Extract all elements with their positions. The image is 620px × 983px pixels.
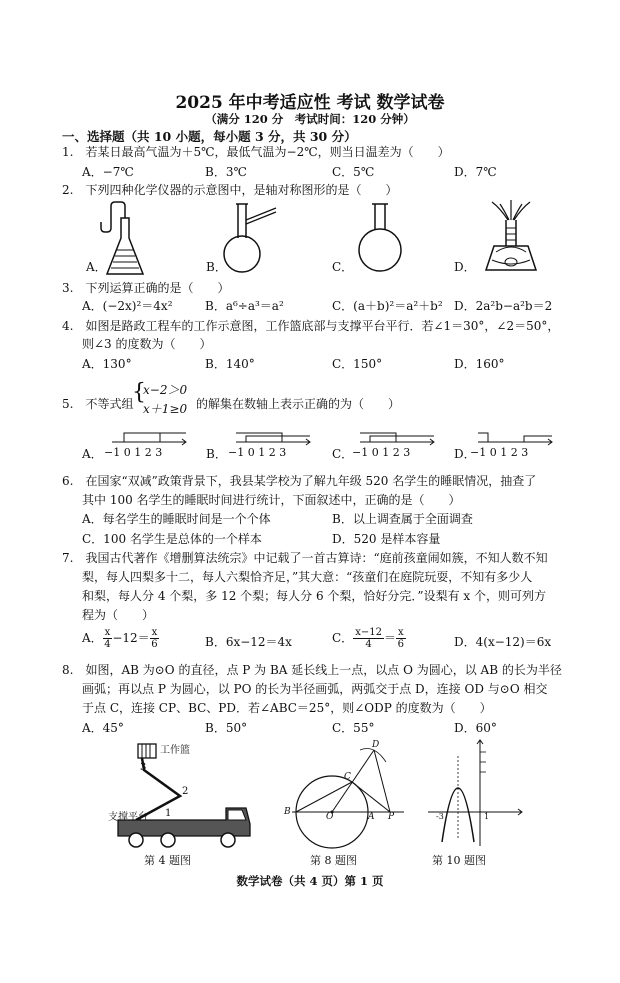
system-brace: { (132, 380, 146, 405)
graph-tick-1: 1 (484, 812, 490, 821)
q8-option-c: C．55° (332, 721, 375, 735)
graph-tick-neg3: -3 (436, 812, 444, 821)
question-2: 2. 下列四种化学仪器的示意图中，是轴对称图形的是（ ） (62, 183, 398, 197)
figure-8-caption: 第 8 题图 (310, 854, 357, 867)
figure-10-graph (428, 738, 524, 848)
flask-b-figure (222, 198, 282, 274)
question-8-line1: 8. 如图，AB 为⊙O 的直径，点 P 为 BA 延长线上一点，以点 O 为圆心，以 AB 的长为半径 (62, 663, 562, 677)
question-8-line2: 画弧；再以点 P 为圆心，以 PO 的长为半径画弧，两弧交于点 D，连接 OD 与⊙O 相交 (82, 682, 548, 696)
q8-option-b: B．50° (205, 721, 248, 735)
fraction-x-over-6: $\frac{x}{6}$ (151, 627, 158, 650)
section-heading: 一、选择题（共 10 小题，每小题 3 分，共 30 分） (62, 129, 357, 144)
point-a-label: A (368, 812, 375, 822)
figure-8-circle (290, 742, 408, 842)
q3-option-b: B．a⁶÷a³＝a² (205, 299, 284, 313)
q4-option-d: D．160° (454, 357, 505, 371)
q2-option-a: A． (86, 260, 107, 274)
question-6-line1: 6. 在国家“双减”政策背景下，我县某学校为了解九年级 520 名学生的睡眠情况，抽查了 (62, 474, 537, 488)
angle-2-label: 2 (182, 786, 189, 797)
q1-option-b: B．3℃ (205, 165, 247, 179)
question-5-number: 5. 不等式组 (62, 397, 134, 411)
q5-option-c: C． (332, 447, 354, 461)
flask-c-figure (350, 198, 410, 272)
q1-option-a: A．−7℃ (82, 165, 134, 179)
q2-option-c: C． (332, 260, 354, 274)
exam-subtitle: （满分 120 分 考试时间：120 分钟） (205, 112, 415, 126)
page-title: 2025 年中考适应性 考试 数学试卷 (175, 93, 445, 113)
question-7-line2: 梨，每人四梨多十二，每人六梨恰齐足，”其大意：“孩童们在庭院玩耍，不知有多少人 (82, 570, 533, 584)
label-support-platform: 支撑平台 (108, 812, 148, 823)
question-4-line1: 4. 如图是路政工程车的工作示意图，工作篮底部与支撑平台平行．若∠1＝30°，∠2＝50°， (62, 319, 560, 333)
q1-option-d: D．7℃ (454, 165, 497, 179)
question-7-line3: 和梨，每人分 4 个梨，多 12 个梨；每人分 6 个梨，恰好分完．”设梨有 x 个，则可列方 (82, 589, 546, 603)
question-1: 1. 若某日最高气温为＋5℃，最低气温为−2℃，则当日温差为（ ） (62, 145, 450, 159)
q7-option-a: A． $\frac{x}{4}$ −12＝ $\frac{x}{6}$ (82, 627, 158, 650)
fraction-x-minus-12-over-4: $\frac{x-12}{4}$ (355, 627, 382, 650)
q6-option-c: C．100 名学生是总体的一个样本 (82, 532, 262, 546)
question-7-line1: 7. 我国古代著作《增删算法统宗》中记载了一首古算诗：“庭前孩童闹如簇，不知人数不知 (62, 551, 548, 565)
number-line-b-ticks: −1 0 1 2 3 (228, 446, 287, 459)
figure-4-caption: 第 4 题图 (144, 854, 191, 867)
number-line-a-ticks: −1 0 1 2 3 (104, 446, 163, 459)
inequality-2: x＋1≥0 (143, 402, 188, 416)
q5-option-b: B． (206, 447, 227, 461)
q8-option-d: D．60° (454, 721, 497, 735)
q2-option-d: D． (454, 260, 476, 274)
figure-10-caption: 第 10 题图 (432, 854, 486, 867)
q6-option-b: B．以上调查属于全面调查 (332, 512, 473, 526)
question-8-line3: 于点 C，连接 CP、BC、PD．若∠ABC＝25°，则∠ODP 的度数为（ ） (82, 701, 492, 715)
flask-d-figure (478, 198, 544, 274)
q7-a-label: A． (82, 631, 103, 645)
page-footer: 数学试卷（共 4 页）第 1 页 (236, 874, 384, 888)
angle-3-label: 3 (140, 762, 147, 773)
q5-option-d: D． (454, 447, 476, 461)
q7-option-c: C． $\frac{x-12}{4}$ ＝ $\frac{x}{6}$ (332, 627, 404, 650)
q7-option-d: D．4(x−12)＝6x (454, 635, 552, 649)
q8-option-a: A．45° (82, 721, 124, 735)
number-line-c-ticks: −1 0 1 2 3 (352, 446, 411, 459)
q4-option-a: A．130° (82, 357, 132, 371)
question-6-line2: 其中 100 名学生的睡眠时间进行统计，下面叙述中，正确的是（ ） (82, 493, 461, 507)
point-p-label: P (388, 812, 395, 822)
q4-option-b: B．140° (205, 357, 255, 371)
fraction-x-over-6-c: $\frac{x}{6}$ (397, 627, 404, 650)
q3-option-d: D．2a²b−a²b＝2 (454, 299, 553, 313)
q7-option-b: B．6x−12＝4x (205, 635, 292, 649)
q6-option-a: A．每名学生的睡眠时间是一个个体 (82, 512, 271, 526)
q2-option-b: B． (206, 260, 227, 274)
question-4-line2: 则∠3 的度数为（ ） (82, 337, 212, 351)
fraction-x-over-4: $\frac{x}{4}$ (104, 627, 111, 650)
question-7-line4: 程为（ ） (82, 608, 155, 622)
point-b-label: B (284, 807, 291, 817)
label-work-basket: 工作篮 (160, 745, 190, 756)
angle-1-label: 1 (165, 808, 172, 819)
point-d-label: D (372, 740, 380, 750)
question-3: 3. 下列运算正确的是（ ） (62, 281, 230, 295)
q4-option-c: C．150° (332, 357, 383, 371)
q3-option-c: C．(a＋b)²＝a²＋b² (332, 299, 443, 313)
q6-option-d: D．520 是样本容量 (332, 532, 441, 546)
q1-option-c: C．5℃ (332, 165, 375, 179)
q5-option-a: A． (82, 447, 103, 461)
q3-option-a: A．(−2x)²＝4x² (82, 299, 173, 313)
point-c-label: C (344, 772, 351, 782)
number-line-d-ticks: −1 0 1 2 3 (470, 446, 529, 459)
question-5-rest: 的解集在数轴上表示正确的为（ ） (196, 397, 401, 411)
point-o-label: O (326, 812, 334, 822)
inequality-1: x−2＞0 (143, 383, 188, 397)
